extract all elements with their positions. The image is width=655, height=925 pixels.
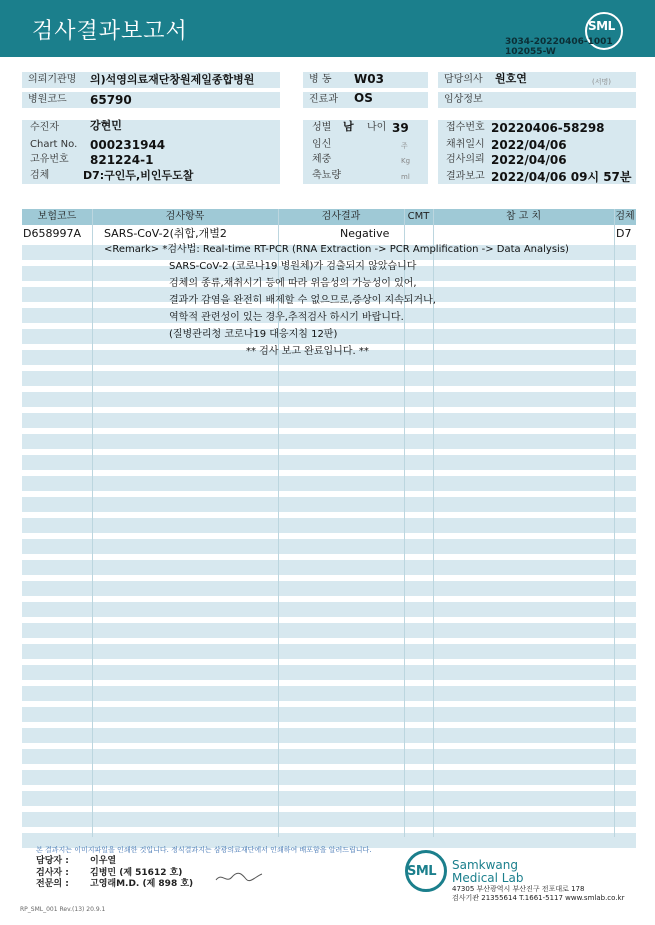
remark-line: 역학적 관련성이 있는 경우,추적검사 하시기 바랍니다. <box>169 312 404 323</box>
table-row-band <box>22 644 636 659</box>
sml-logo-text: SML <box>588 19 615 33</box>
patient-value: 강현민 <box>90 119 122 132</box>
institution-label: 의뢰기관명 <box>28 74 77 85</box>
request-value: 2022/04/06 <box>491 153 567 167</box>
table-row-band <box>22 476 636 491</box>
specialist-label: 전문의 : <box>36 879 69 889</box>
ward-value: W03 <box>354 72 384 86</box>
table-row-band <box>22 455 636 470</box>
chart-no-label: Chart No. <box>30 139 78 150</box>
receipt-label: 접수번호 <box>446 122 485 133</box>
table-row-band <box>22 581 636 596</box>
pregnancy-unit: 주 <box>401 142 408 150</box>
signature-icon <box>214 868 264 886</box>
examiner-value: 김병민 (제 51612 호) <box>90 868 183 878</box>
report-complete-note: ** 검사 보고 완료입니다. ** <box>246 346 369 357</box>
table-row-band <box>22 749 636 764</box>
remark-line: 결과가 감염을 완전히 배제할 수 없으므로,증상이 지속되거나, <box>169 295 436 306</box>
weight-label: 체중 <box>312 154 332 165</box>
table-row-band <box>22 539 636 554</box>
col-header-cmt: CMT <box>407 211 430 222</box>
dept-value: OS <box>354 91 373 105</box>
sex-value: 남 <box>343 120 354 133</box>
doctor-value: 원호연 <box>495 72 527 85</box>
collect-value: 2022/04/06 <box>491 138 567 152</box>
col-header-insurance-code: 보험코드 <box>37 211 77 222</box>
result-insurance-code: D658997A <box>23 227 81 240</box>
form-code: RP_SML_001 Rev.(13) 20.9.1 <box>20 906 106 913</box>
receipt-value: 20220406-58298 <box>491 121 605 135</box>
hospital-code-value: 65790 <box>90 93 132 107</box>
dept-label: 진료과 <box>309 94 338 105</box>
sml-lab-logo-text: SML <box>407 864 437 879</box>
lab-address: 47305 부산광역시 부산진구 전포대로 178 검사기관 21355614 T.1661-5117 www.smlab.co.kr <box>452 885 625 902</box>
hospital-code-label: 병원코드 <box>28 94 67 105</box>
table-row-band <box>22 623 636 638</box>
urine-unit: ml <box>401 173 410 181</box>
col-header-result: 검사결과 <box>321 211 361 222</box>
specialist-value: 고영래M.D. (제 898 호) <box>90 879 194 889</box>
patient-label: 수진자 <box>30 122 59 133</box>
col-header-specimen: 검체 <box>615 211 635 222</box>
result-test-item: SARS-CoV-2(취합,개별2 <box>104 227 227 240</box>
tester-label: 담당자 : <box>36 856 69 866</box>
table-row-band <box>22 371 636 386</box>
table-row-band <box>22 434 636 449</box>
urine-label: 축뇨량 <box>312 170 341 181</box>
age-label: 나이 <box>367 122 387 133</box>
remark-method: <Remark> *검사법: Real-time RT-PCR (RNA Extraction -> PCR Amplification -> Data Analysis) <box>104 244 569 255</box>
report-time-value: 2022/04/06 09시 57분 <box>491 170 632 184</box>
id-no-value: 821224-1 <box>90 153 154 167</box>
age-value: 39 <box>392 121 409 135</box>
table-row-band <box>22 791 636 806</box>
clinical-info-label: 임상정보 <box>444 94 483 105</box>
col-header-test-item: 검사항목 <box>165 211 205 222</box>
examiner-label: 검사자 : <box>36 868 69 878</box>
column-divider <box>614 209 615 837</box>
lab-name: Samkwang Medical Lab <box>452 858 524 885</box>
document-number: 3034-20220406-1001 102055-W <box>505 37 613 57</box>
table-row-band <box>22 665 636 680</box>
table-row-band <box>22 770 636 785</box>
table-row-band <box>22 728 636 743</box>
print-notice: 본 결과지는 이미지파일을 인쇄한 것입니다. 정식결과지는 삼광의료재단에서 인쇄하여 배포함을 알려드립니다. <box>36 846 372 854</box>
remark-line: SARS-CoV-2 (코로나19 병원체)가 검출되지 않았습니다 <box>169 261 417 272</box>
hospital-code-row <box>22 92 280 108</box>
collect-label: 채취일시 <box>446 139 485 150</box>
table-row-band <box>22 560 636 575</box>
sex-label: 성별 <box>312 122 332 133</box>
remark-line: 검체의 종류,채취시기 등에 따라 위음성의 가능성이 있어, <box>169 278 417 289</box>
id-no-label: 고유번호 <box>30 154 69 165</box>
pregnancy-label: 임신 <box>312 139 332 150</box>
remark-line: (질병관리청 코로나19 대응지침 12판) <box>169 329 338 340</box>
table-row-band <box>22 707 636 722</box>
chart-no-value: 000231944 <box>90 138 166 152</box>
column-divider <box>92 209 93 837</box>
specimen-label: 검체 <box>30 170 50 181</box>
tester-value: 이우열 <box>90 856 117 866</box>
table-row-band <box>22 602 636 617</box>
page-title: 검사결과보고서 <box>32 19 188 44</box>
doctor-sign: (서명) <box>592 78 611 86</box>
institution-value: 의)석영의료재단창원제일종합병원 <box>90 73 255 86</box>
table-row-band <box>22 392 636 407</box>
weight-unit: Kg <box>401 157 411 165</box>
table-row-band <box>22 686 636 701</box>
specimen-value: D7:구인두,비인두도찰 <box>83 169 194 182</box>
table-row-band <box>22 812 636 827</box>
report-time-label: 결과보고 <box>446 171 485 182</box>
result-value: Negative <box>340 227 390 240</box>
doctor-label: 담당의사 <box>444 74 483 85</box>
table-row-band <box>22 518 636 533</box>
ward-label: 병 동 <box>309 74 332 85</box>
col-header-reference: 참 고 치 <box>505 211 542 222</box>
request-label: 검사의뢰 <box>446 154 485 165</box>
table-row-band <box>22 413 636 428</box>
result-specimen: D7 <box>616 227 632 240</box>
table-row-band <box>22 497 636 512</box>
clinical-info-row <box>438 92 636 108</box>
